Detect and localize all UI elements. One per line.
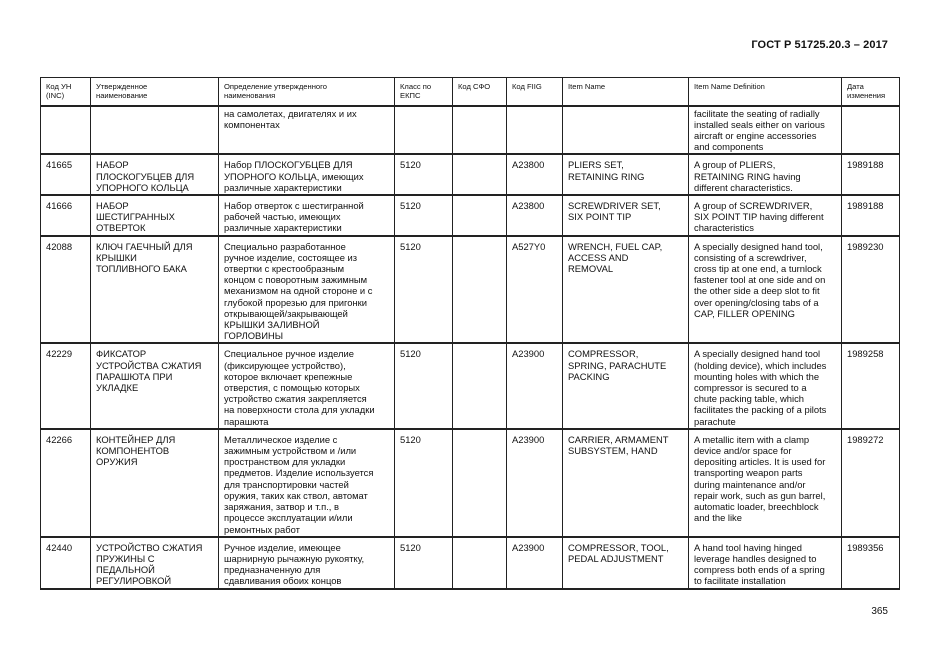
cell-fiig: A23900 bbox=[507, 343, 563, 428]
cell-name-definition: Металлическое изделие с зажимным устройством и /или пространством для укладки предметов. Изделие используется для транспортировки частей оружия, таких как ствол, автомат заряжания, затвор и т.п., в процессе эксплуатации и/или ремонтных работ bbox=[219, 429, 395, 537]
cell-class: 5120 bbox=[395, 429, 453, 537]
cell-item-name-definition: A hand tool having hinged leverage handles designed to compress both ends of a spring to facilitate installation bbox=[689, 537, 842, 589]
cell-name-definition: Набор отверток с шестигранной рабочей частью, имеющих различные характеристики bbox=[219, 195, 395, 236]
cell-item-name: COMPRESSOR, TOOL, PEDAL ADJUSTMENT bbox=[563, 537, 689, 589]
cell-inc bbox=[41, 106, 91, 155]
cell-inc: 42440 bbox=[41, 537, 91, 589]
table-row bbox=[41, 195, 900, 236]
cell-item-name-definition: facilitate the seating of radially installed seals either on various aircraft or engine accessories and components bbox=[689, 106, 842, 155]
col-header-sfo: Код СФО bbox=[453, 78, 507, 106]
cell-fiig: A23900 bbox=[507, 429, 563, 537]
cell-sfo bbox=[453, 429, 507, 537]
cell-fiig: A527Y0 bbox=[507, 236, 563, 344]
cell-class: 5120 bbox=[395, 537, 453, 589]
cell-change-date: 1989188 bbox=[842, 195, 900, 236]
cell-name-definition: Ручное изделие, имеющее шарнирную рычажную рукоятку, предназначенную для сдавливания обоих концов bbox=[219, 537, 395, 589]
cell-change-date bbox=[842, 106, 900, 155]
cell-change-date: 1989272 bbox=[842, 429, 900, 537]
cell-approved-name: КЛЮЧ ГАЕЧНЫЙ ДЛЯ КРЫШКИ ТОПЛИВНОГО БАКА bbox=[91, 236, 219, 344]
table-row bbox=[41, 429, 900, 537]
cell-class: 5120 bbox=[395, 236, 453, 344]
cell-sfo bbox=[453, 537, 507, 589]
cell-sfo bbox=[453, 236, 507, 344]
cell-name-definition: на самолетах, двигателях и их компонентах bbox=[219, 106, 395, 155]
table-header-row bbox=[41, 78, 900, 106]
cell-inc: 42266 bbox=[41, 429, 91, 537]
table-row bbox=[41, 106, 900, 155]
cell-item-name bbox=[563, 106, 689, 155]
cell-sfo bbox=[453, 343, 507, 428]
col-header-name-definition: Определение утвержденного наименования bbox=[219, 78, 395, 106]
col-header-inc: Код УН (INC) bbox=[41, 78, 91, 106]
cell-inc: 42088 bbox=[41, 236, 91, 344]
cell-class bbox=[395, 106, 453, 155]
cell-change-date: 1989188 bbox=[842, 154, 900, 195]
cell-approved-name: НАБОР ПЛОСКОГУБЦЕВ ДЛЯ УПОРНОГО КОЛЬЦА bbox=[91, 154, 219, 195]
col-header-approved-name: Утвержденное наименование bbox=[91, 78, 219, 106]
cell-fiig: A23800 bbox=[507, 154, 563, 195]
col-header-change-date: Дата изменения bbox=[842, 78, 900, 106]
cell-item-name: SCREWDRIVER SET, SIX POINT TIP bbox=[563, 195, 689, 236]
cell-sfo bbox=[453, 106, 507, 155]
cell-fiig: A23800 bbox=[507, 195, 563, 236]
col-header-fiig: Код FIIG bbox=[507, 78, 563, 106]
cell-name-definition: Специально разработанное ручное изделие, состоящее из отвертки с крестообразным концом с поворотным зажимным механизмом на одной стороне и с глубокой прорезью для пригонки открывающей/закрывающей КРЫШКИ ЗАЛИВНОЙ ГОРЛОВИНЫ bbox=[219, 236, 395, 344]
table-row bbox=[41, 236, 900, 344]
standard-header: ГОСТ Р 51725.20.3 – 2017 bbox=[751, 39, 888, 51]
cell-inc: 41666 bbox=[41, 195, 91, 236]
cell-change-date: 1989356 bbox=[842, 537, 900, 589]
cell-class: 5120 bbox=[395, 343, 453, 428]
table-row bbox=[41, 537, 900, 589]
cell-item-name: CARRIER, ARMAMENT SUBSYSTEM, HAND bbox=[563, 429, 689, 537]
col-header-class: Класс по ЕКПС bbox=[395, 78, 453, 106]
cell-approved-name: КОНТЕЙНЕР ДЛЯ КОМПОНЕНТОВ ОРУЖИЯ bbox=[91, 429, 219, 537]
cell-name-definition: Набор ПЛОСКОГУБЦЕВ ДЛЯ УПОРНОГО КОЛЬЦА, имеющих различные характеристики bbox=[219, 154, 395, 195]
cell-item-name: PLIERS SET, RETAINING RING bbox=[563, 154, 689, 195]
cell-fiig bbox=[507, 106, 563, 155]
page-number: 365 bbox=[871, 606, 888, 617]
table-row bbox=[41, 343, 900, 428]
cell-item-name-definition: A metallic item with a clamp device and/or space for depositing articles. It is used for transporting weapon parts during maintenance and/or repair work, such as gun barrel, automatic loader, breechblock and the like bbox=[689, 429, 842, 537]
cell-item-name-definition: A specially designed hand tool (holding device), which includes mounting holes with which the compressor is secured to a chute packing table, which facilitates the packing of a pilots parachute bbox=[689, 343, 842, 428]
specification-table bbox=[40, 77, 900, 590]
cell-fiig: A23900 bbox=[507, 537, 563, 589]
table-row bbox=[41, 154, 900, 195]
cell-approved-name: НАБОР ШЕСТИГРАННЫХ ОТВЕРТОК bbox=[91, 195, 219, 236]
col-header-item-name-definition: Item Name Definition bbox=[689, 78, 842, 106]
cell-approved-name bbox=[91, 106, 219, 155]
cell-class: 5120 bbox=[395, 154, 453, 195]
cell-class: 5120 bbox=[395, 195, 453, 236]
cell-sfo bbox=[453, 195, 507, 236]
col-header-item-name: Item Name bbox=[563, 78, 689, 106]
cell-change-date: 1989230 bbox=[842, 236, 900, 344]
cell-item-name-definition: A group of SCREWDRIVER, SIX POINT TIP having different characteristics bbox=[689, 195, 842, 236]
cell-name-definition: Специальное ручное изделие (фиксирующее устройство), которое включает крепежные отверстия, с помощью которых устройство сжатия закрепляется на поверхности стола для укладки парашюта bbox=[219, 343, 395, 428]
cell-item-name: COMPRESSOR, SPRING, PARACHUTE PACKING bbox=[563, 343, 689, 428]
cell-item-name: WRENCH, FUEL CAP, ACCESS AND REMOVAL bbox=[563, 236, 689, 344]
cell-inc: 42229 bbox=[41, 343, 91, 428]
cell-inc: 41665 bbox=[41, 154, 91, 195]
cell-approved-name: УСТРОЙСТВО СЖАТИЯ ПРУЖИНЫ С ПЕДАЛЬНОЙ РЕГУЛИРОВКОЙ bbox=[91, 537, 219, 589]
cell-item-name-definition: A group of PLIERS, RETAINING RING having different characteristics. bbox=[689, 154, 842, 195]
cell-sfo bbox=[453, 154, 507, 195]
cell-change-date: 1989258 bbox=[842, 343, 900, 428]
cell-approved-name: ФИКСАТОР УСТРОЙСТВА СЖАТИЯ ПАРАШЮТА ПРИ УКЛАДКЕ bbox=[91, 343, 219, 428]
cell-item-name-definition: A specially designed hand tool, consisting of a screwdriver, cross tip at one end, a turnlock fastener tool at one side and on the other side a deep slot to fit over opening/closing tabs of a CAP, FILLER OPENING bbox=[689, 236, 842, 344]
